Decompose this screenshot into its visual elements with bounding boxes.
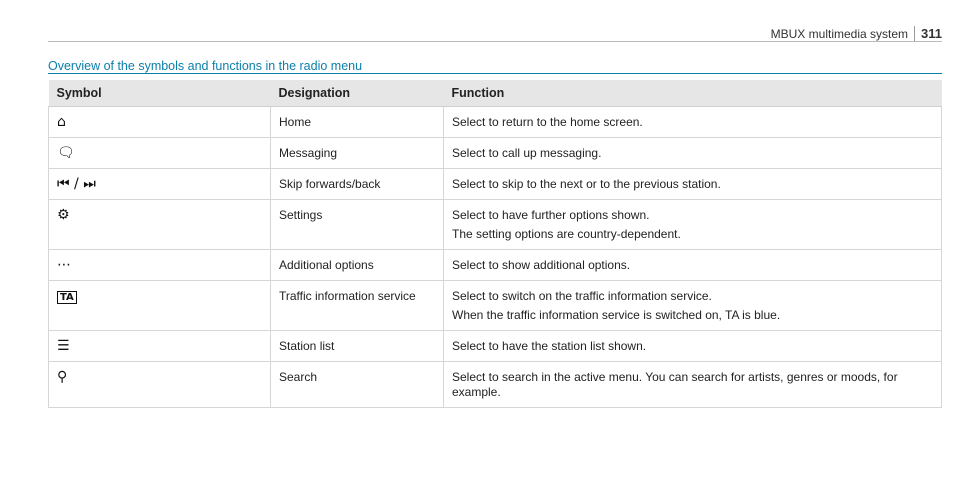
function-note: The setting options are country-dependent. (452, 227, 681, 241)
table-row (49, 107, 942, 138)
settings-icon: ⚙ (57, 207, 70, 223)
function-cell (444, 250, 942, 281)
function-cell (444, 107, 942, 138)
column-header-symbol: Symbol (49, 80, 271, 107)
messaging-icon: 🗨 (57, 145, 75, 161)
table-header-row (49, 80, 942, 107)
symbols-table (48, 80, 942, 408)
function-text: Select to call up messaging. (452, 146, 602, 160)
symbol-cell (49, 331, 271, 362)
header-title: MBUX multimedia system (770, 27, 909, 41)
symbol-cell (49, 169, 271, 200)
designation-cell: Settings (271, 200, 444, 250)
symbol-cell (49, 107, 271, 138)
table-row (49, 169, 942, 200)
designation-cell: Traffic information service (271, 281, 444, 331)
function-note: When the traffic information service is switched on, TA is blue. (452, 308, 781, 322)
function-cell (444, 138, 942, 169)
function-text: Select to return to the home screen. (452, 115, 643, 129)
function-text: Select to have further options shown. (452, 208, 650, 222)
function-cell (444, 200, 942, 250)
column-header-designation: Designation (271, 80, 444, 107)
table-row (49, 331, 942, 362)
symbol-cell (49, 362, 271, 408)
function-cell (444, 331, 942, 362)
designation-cell: Station list (271, 331, 444, 362)
home-icon: ⌂ (57, 114, 66, 130)
section-divider (48, 73, 942, 74)
station-list-icon: ☰ (57, 338, 70, 354)
search-icon: ⚲ (57, 369, 68, 385)
table-row (49, 281, 942, 331)
additional-options-icon: ⋯ (57, 257, 71, 273)
traffic-announcement-icon: TA (57, 291, 77, 304)
symbol-cell (49, 200, 271, 250)
skip-icon: ⏮ / ⏭ (57, 176, 96, 192)
table-row (49, 362, 942, 408)
page-header (771, 26, 942, 41)
function-text: Select to search in the active menu. You can search for artists, genres or moods, for example. (452, 370, 898, 399)
function-cell (444, 362, 942, 408)
section-title: Overview of the symbols and functions in the radio menu (48, 59, 363, 73)
designation-cell: Search (271, 362, 444, 408)
function-cell (444, 281, 942, 331)
designation-cell: Skip forwards/back (271, 169, 444, 200)
table-row (49, 200, 942, 250)
table-row (49, 138, 942, 169)
designation-cell: Home (271, 107, 444, 138)
header-divider (48, 41, 942, 42)
designation-cell: Additional options (271, 250, 444, 281)
page-number: 311 (914, 26, 942, 41)
column-header-function: Function (444, 80, 942, 107)
symbol-cell (49, 281, 271, 331)
table-row (49, 250, 942, 281)
designation-cell: Messaging (271, 138, 444, 169)
function-text: Select to switch on the traffic information service. (452, 289, 712, 303)
symbol-cell (49, 138, 271, 169)
function-text: Select to have the station list shown. (452, 339, 647, 353)
function-cell (444, 169, 942, 200)
function-text: Select to skip to the next or to the previous station. (452, 177, 721, 191)
symbol-cell (49, 250, 271, 281)
function-text: Select to show additional options. (452, 258, 631, 272)
